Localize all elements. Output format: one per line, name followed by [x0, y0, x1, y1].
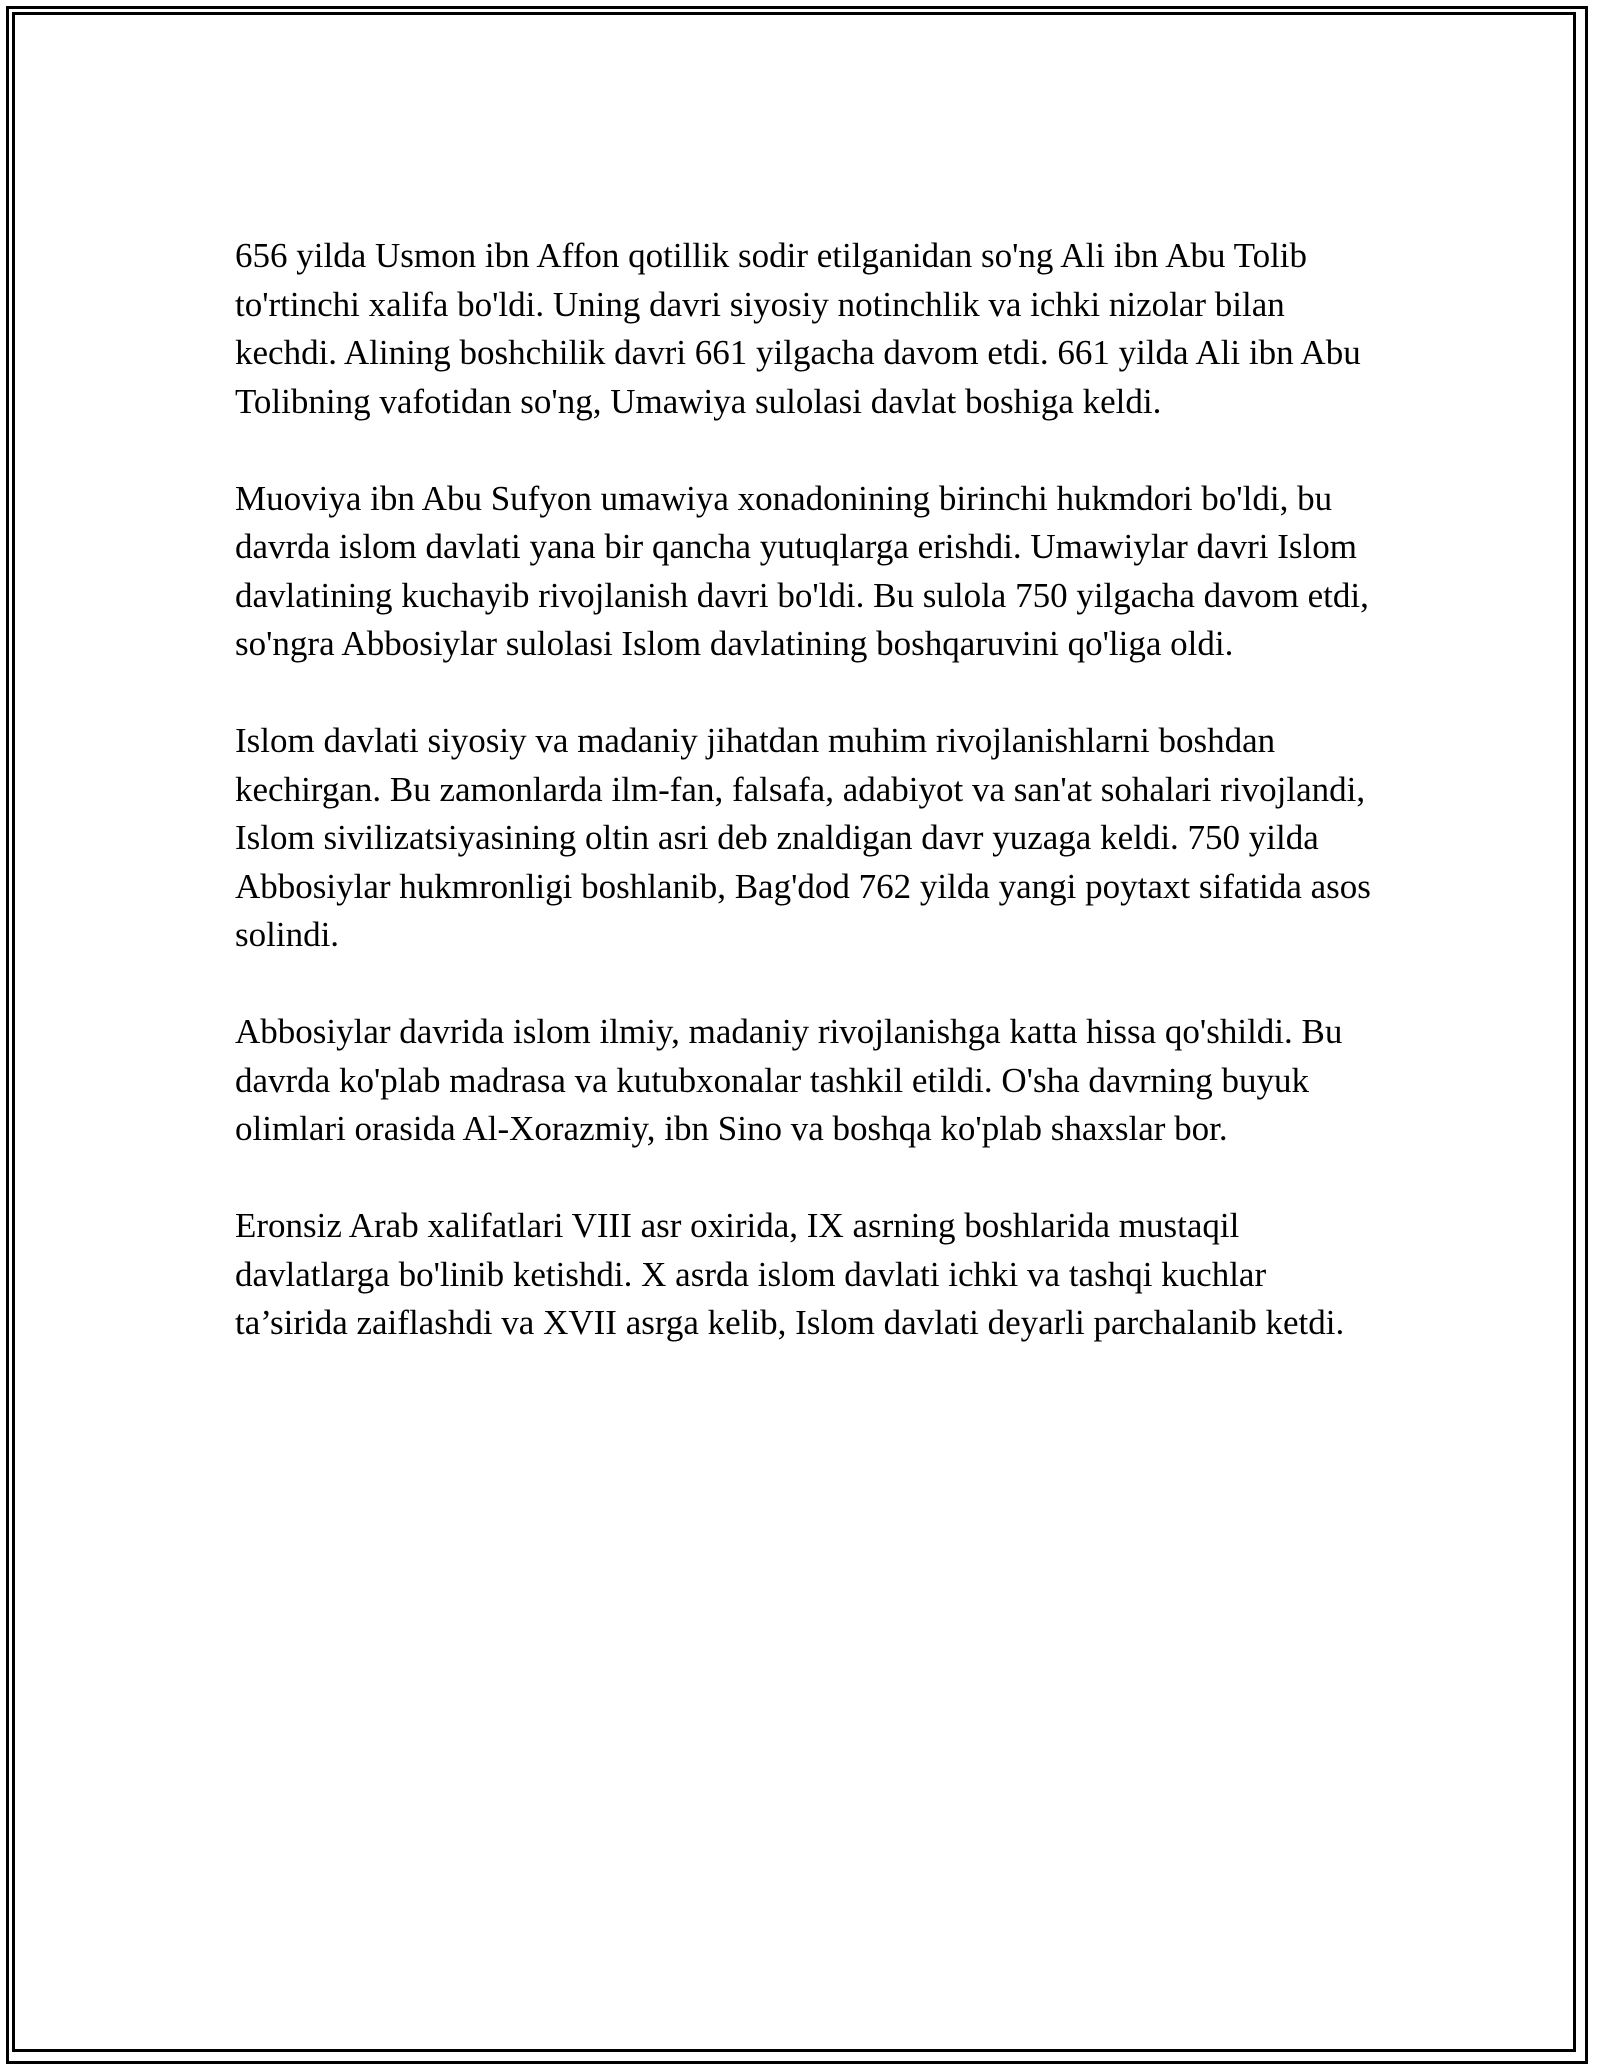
- paragraph-5: Eronsiz Arab xalifatlari VIII asr oxirida, IX asrning boshlarida mustaqil davlatlarga bo'linib ketishdi. X asrda islom davlati ichki va tashqi kuchlar ta’sirida zaiflashdi va XVII asrga kelib, Islom davlati deyarli parchalanib ketdi.: [235, 1206, 1345, 1342]
- paragraph-3: Islom davlati siyosiy va madaniy jihatdan muhim rivojlanishlarni boshdan kechirgan. Bu zamonlarda ilm-fan, falsafa, adabiyot va san'at sohalari rivojlandi, Islom sivilizatsiyasining oltin asri deb znaldigan davr yuzaga keldi. 750 yilda Abbosiylar hukmronligi boshlanib, Bag'dod 762 yilda yangi poytaxt sifatida asos solindi.: [235, 721, 1371, 954]
- paragraph-4: Abbosiylar davrida islom ilmiy, madaniy rivojlanishga katta hissa qo'shildi. Bu davrda ko'plab madrasa va kutubxonalar tashkil etildi. O'sha davrning buyuk olimlari orasida Al-Xorazmiy, ibn Sino va boshqa ko'plab shaxslar bor.: [235, 1012, 1343, 1148]
- paragraph-2: Muoviya ibn Abu Sufyon umawiya xonadonining birinchi hukmdori bo'ldi, bu davrda islom davlati yana bir qancha yutuqlarga erishdi. Umawiylar davri Islom davlatining kuchayib rivojlanish davri bo'ldi. Bu sulola 750 yilgacha davom etdi, so'ngra Abbosiylar sulolasi Islom davlatining boshqaruvini qo'liga oldi.: [235, 478, 1369, 663]
- paragraph-1: 656 yilda Usmon ibn Affon qotillik sodir etilganidan so'ng Ali ibn Abu Tolib to'rtinchi xalifa bo'ldi. Uning davri siyosiy notinchlik va ichki nizolar bilan kechdi. Alining boshchilik davri 661 yilgacha davom etdi. 661 yilda Ali ibn Abu Tolibning vafotidan so'ng, Umawiya sulolasi davlat boshiga keldi.: [235, 236, 1361, 421]
- document-body: [235, 232, 1385, 1348]
